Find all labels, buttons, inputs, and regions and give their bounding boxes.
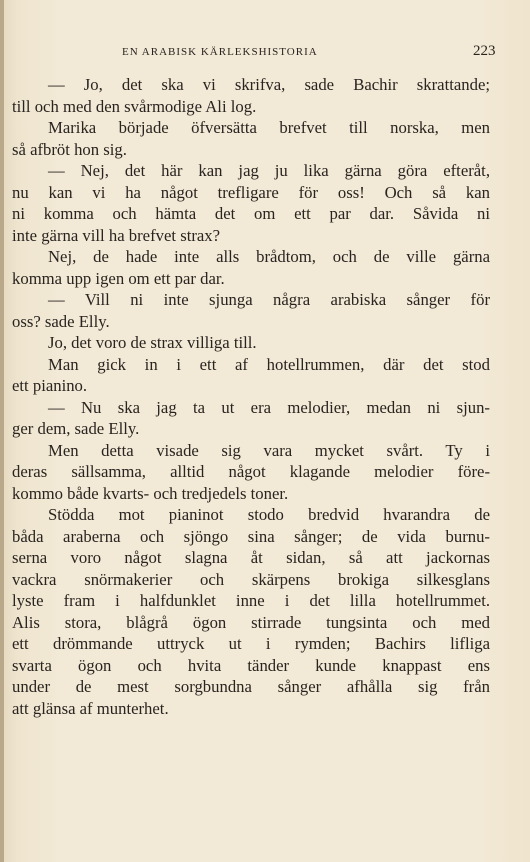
text-line: till och med den svårmodige Ali log. <box>12 96 257 116</box>
text-line: ett drömmande uttryck ut i rymden; Bachirs lifliga <box>12 634 490 653</box>
text-line: svarta ögon och hvita tänder kunde knappast ens <box>12 655 490 675</box>
text-line: lyste fram i halfdunklet inne i det lilla hotellrummet. <box>12 591 490 610</box>
page-number: 223 <box>473 43 496 59</box>
page-edge <box>0 0 4 862</box>
text-line: oss? sade Elly. <box>12 311 110 331</box>
text-line: inte gärna vill ha brefvet strax? <box>12 225 221 245</box>
text-line: komma upp igen om ett par dar. <box>12 268 225 288</box>
text-line: serna voro något slagna åt sidan, så att jackornas <box>12 548 490 567</box>
body-text <box>12 74 490 719</box>
text-line: — Vill ni inte sjunga några arabiska sånger för <box>48 290 490 309</box>
text-line: Alis stora, blågrå ögon stirrade tungsinta och med <box>12 612 490 632</box>
text-line: Man gick in i ett af hotellrummen, där det stod <box>48 354 490 374</box>
text-line: deras sällsamma, alltid något klagande melodier före- <box>12 462 490 481</box>
text-line: ni komma och hämta det om ett par dar. Såvida ni <box>12 204 490 223</box>
text-line: — Nej, det här kan jag ju lika gärna göra efteråt, <box>48 161 490 180</box>
text-line: Stödda mot pianinot stodo bredvid hvarandra de <box>48 505 490 524</box>
running-title: EN ARABISK KÄRLEKSHISTORIA <box>122 46 318 58</box>
text-line: Nej, de hade inte alls brådtom, och de ville gärna <box>48 247 490 266</box>
text-line: Marika började öfversätta brefvet till norska, men <box>48 118 490 137</box>
text-line: Jo, det voro de strax villiga till. <box>48 333 257 352</box>
text-line: — Nu ska jag ta ut era melodier, medan ni sjun- <box>48 397 490 417</box>
text-line: — Jo, det ska vi skrifva, sade Bachir skrattande; <box>48 75 490 94</box>
text-line: ett pianino. <box>12 376 88 395</box>
page-header <box>0 40 530 60</box>
text-line: nu kan vi ha något trefligare för oss! Och så kan <box>12 182 490 202</box>
text-line: båda araberna och sjöngo sina sånger; de vida burnu- <box>12 526 490 546</box>
text-line: så afbröt hon sig. <box>12 139 127 159</box>
text-line: kommo både kvarts- och tredjedels toner. <box>12 483 289 503</box>
text-line: ger dem, sade Elly. <box>12 419 140 438</box>
text-line: vackra snörmakerier och skärpens brokiga silkesglans <box>12 569 490 589</box>
text-line: under de mest sorgbundna sånger afhålla sig från <box>12 677 490 696</box>
text-line: att glänsa af munterhet. <box>12 698 169 718</box>
text-line: Men detta visade sig vara mycket svårt. Ty i <box>48 440 490 460</box>
